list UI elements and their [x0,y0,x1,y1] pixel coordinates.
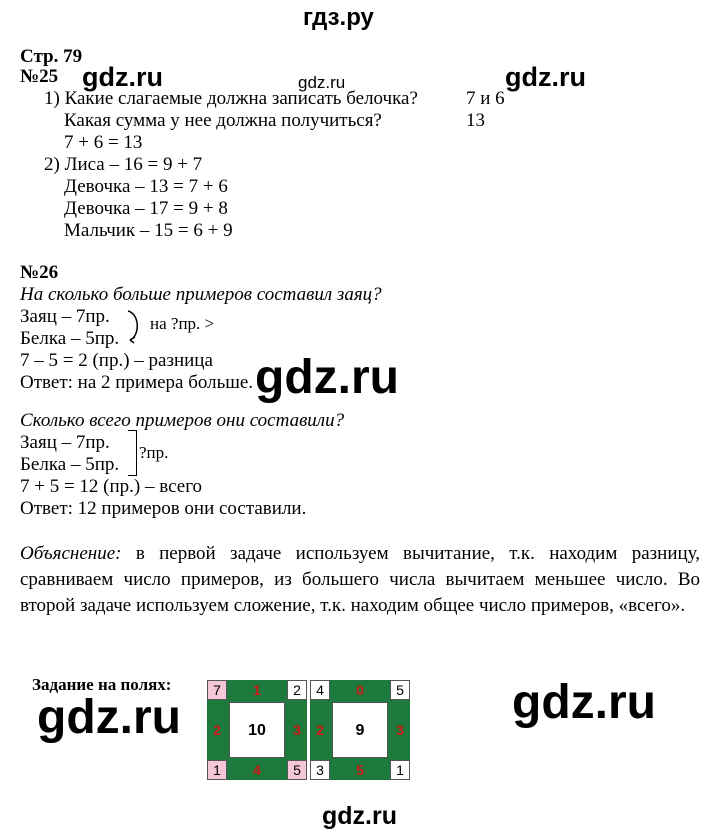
watermark: gdz.ru [322,802,397,830]
task26-hare-2: Заяц – 7пр. [20,432,110,453]
cell: 4 [247,760,267,780]
explanation [20,541,700,619]
cell: 3 [287,720,307,740]
explanation-label: Объяснение: [20,543,122,564]
cell: 3 [390,720,410,740]
center-cell: 9 [332,702,388,758]
task25-question-1: 1) Какие слагаемые должна записать белочка? [44,88,418,109]
watermark: gdz.ru [255,351,399,404]
task26-squirrel-2: Белка – 5пр. [20,454,120,475]
cell: 2 [310,720,330,740]
cell: 5 [350,760,370,780]
center-cell: 10 [229,702,285,758]
magic-square-1 [207,680,307,780]
task26-equation-1: 7 – 5 = 2 (пр.) – разница [20,350,213,371]
task26-total-note: ?пр. [139,443,169,462]
task26-equation-2: 7 + 5 = 12 (пр.) – всего [20,476,203,497]
task26-squirrel: Белка – 5пр. [20,328,120,349]
task25-question-1b: Какая сумма у нее должна получиться? [64,110,382,131]
task26-answer-1: Ответ: на 2 примера больше. [20,372,254,393]
task25-answer-1b: 13 [466,110,485,131]
watermark: gdz.ru [298,73,346,92]
page-label: Стр. 79 [20,46,83,67]
cell: 1 [390,760,410,780]
task26-compare-note: на ?пр. > [150,314,215,333]
watermark: gdz.ru [37,691,181,744]
cell: 0 [350,680,370,700]
cell: 1 [247,680,267,700]
site-header: гдз.ру [303,4,374,31]
total-brace [128,430,137,476]
task26-number: №26 [20,262,59,283]
cell: 2 [207,720,227,740]
task25-line: Девочка – 17 = 9 + 8 [64,198,228,219]
task25-number: №25 [20,66,59,87]
cell: 1 [207,760,227,780]
watermark: gdz.ru [505,62,586,92]
cell: 5 [390,680,410,700]
explanation-text: в первой задаче используем вычитание, т.к. находим разницу, сравниваем число примеров, из большего числа вычитаем меньшее число. Во второй задаче используем сложение, т.к. находим общее число примеров, «всего». [20,543,700,616]
compare-arrow-icon [124,308,146,344]
task26-hare: Заяц – 7пр. [20,306,110,327]
task25-equation: 7 + 6 = 13 [64,132,143,153]
task26-question-1: На сколько больше примеров составил заяц? [20,284,382,305]
cell: 7 [207,680,227,700]
task25-line: Девочка – 13 = 7 + 6 [64,176,228,197]
task26-question-2: Сколько всего примеров они составили? [20,410,345,431]
watermark: gdz.ru [82,62,163,92]
cell: 2 [287,680,307,700]
watermark: gdz.ru [512,676,656,729]
task25-line: Мальчик – 15 = 6 + 9 [64,220,233,241]
magic-square-2 [310,680,410,780]
task25-answer-1: 7 и 6 [466,88,505,109]
task25-line: 2) Лиса – 16 = 9 + 7 [44,154,203,175]
cell: 3 [310,760,330,780]
cell: 5 [287,760,307,780]
margin-task-label: Задание на полях: [32,675,172,694]
task26-answer-2: Ответ: 12 примеров они составили. [20,498,307,519]
cell: 4 [310,680,330,700]
